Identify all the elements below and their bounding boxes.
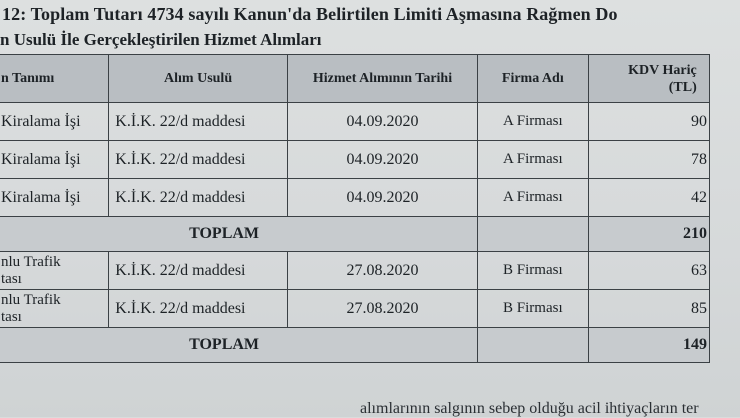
table-row: [0, 290, 710, 328]
cell-method: K.İ.K. 22/d maddesi: [109, 141, 288, 179]
cell-firm: B Firması: [478, 252, 588, 290]
cell-method: K.İ.K. 22/d maddesi: [109, 252, 288, 290]
total-label: TOPLAM: [0, 328, 478, 363]
cell-method: K.İ.K. 22/d maddesi: [109, 179, 288, 217]
table-title-line2: n Usulü İle Gerçekleştirilen Hizmet Alımları: [0, 30, 322, 49]
table-row: [0, 141, 710, 179]
header-firm: Firma Adı: [478, 55, 588, 103]
cell-name: Kiralama İşi: [0, 103, 109, 141]
cell-amount: 63: [588, 252, 709, 290]
table-row: [0, 252, 710, 290]
cell-firm: A Firması: [478, 103, 588, 141]
total-amount: 149: [588, 328, 709, 363]
body-text-partial: alımlarının salgının sebep olduğu acil ihtiyaçların ter: [360, 400, 699, 417]
cell-amount: 42: [588, 179, 709, 217]
table-title-line1: 12: Toplam Tutarı 4734 sayılı Kanun'da Belirtilen Limiti Aşmasına Rağmen Do: [2, 4, 618, 24]
cell-name: Kiralama İşi: [0, 141, 109, 179]
cell-amount: 90: [588, 103, 709, 141]
procurement-table: [0, 54, 710, 363]
cell-firm: B Firması: [478, 290, 588, 328]
header-service-name: n Tanımı: [0, 55, 109, 103]
cell-date: 04.09.2020: [287, 141, 477, 179]
total-row: [0, 217, 710, 252]
cell-firm: A Firması: [478, 179, 588, 217]
table-row: [0, 103, 710, 141]
cell-amount: 85: [588, 290, 709, 328]
cell-name: nlu Trafik tası: [0, 252, 109, 290]
cell-date: 04.09.2020: [287, 103, 477, 141]
total-empty-cell: [478, 328, 588, 363]
total-empty-cell: [478, 217, 588, 252]
cell-method: K.İ.K. 22/d maddesi: [109, 290, 288, 328]
total-row: [0, 328, 710, 363]
cell-firm: A Firması: [478, 141, 588, 179]
cell-method: K.İ.K. 22/d maddesi: [109, 103, 288, 141]
total-amount: 210: [588, 217, 709, 252]
cell-date: 04.09.2020: [287, 179, 477, 217]
cell-name: nlu Trafik tası: [0, 290, 109, 328]
header-date: Hizmet Alımının Tarihi: [287, 55, 477, 103]
cell-name: Kiralama İşi: [0, 179, 109, 217]
header-method: Alım Usulü: [109, 55, 288, 103]
cell-date: 27.08.2020: [287, 290, 477, 328]
cell-amount: 78: [588, 141, 709, 179]
total-label: TOPLAM: [0, 217, 478, 252]
table-row: [0, 179, 710, 217]
cell-date: 27.08.2020: [287, 252, 477, 290]
header-row: [0, 55, 710, 103]
header-amount: KDV Hariç (TL): [588, 55, 709, 103]
